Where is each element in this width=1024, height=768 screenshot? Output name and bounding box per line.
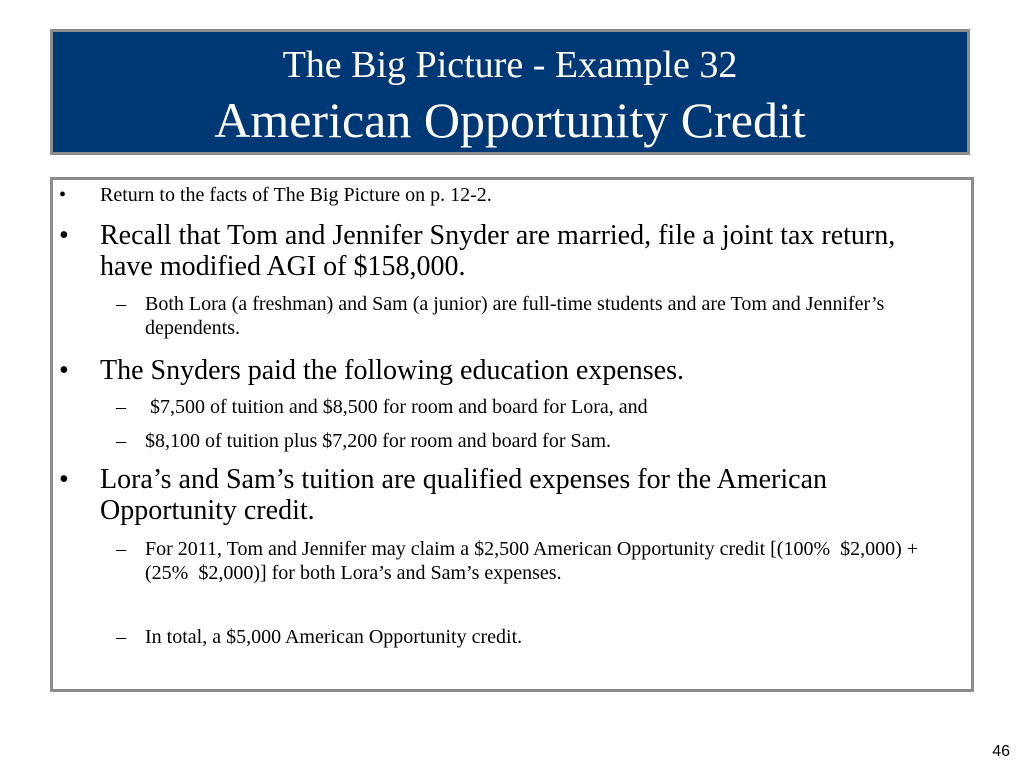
dash-marker: – bbox=[116, 430, 126, 452]
bullet-text: Recall that Tom and Jennifer Snyder are married, file a joint tax return, have modified AGI of $158,000. bbox=[100, 220, 896, 282]
bullet-item bbox=[59, 464, 939, 526]
dash-marker: – bbox=[116, 293, 126, 315]
bullet-text: Lora’s and Sam’s tuition are qualified expenses for the American Opportunity credit. bbox=[100, 464, 828, 526]
bullet-item bbox=[59, 220, 939, 282]
dash-marker: – bbox=[116, 538, 126, 560]
dash-marker: – bbox=[116, 626, 126, 648]
bullet-marker: • bbox=[59, 355, 69, 386]
sub-bullet-item bbox=[116, 395, 966, 419]
slide-subtitle: American Opportunity Credit bbox=[214, 92, 806, 148]
bullet-marker: • bbox=[59, 220, 69, 251]
dash-marker: – bbox=[116, 396, 126, 418]
slide-title: The Big Picture - Example 32 bbox=[282, 44, 738, 86]
bullet-text: The Snyders paid the following education expenses. bbox=[100, 355, 684, 386]
sub-bullet-item bbox=[116, 429, 966, 453]
sub-bullet-item bbox=[116, 625, 966, 649]
bullet-item bbox=[59, 355, 939, 386]
sub-bullet-item bbox=[116, 537, 966, 585]
page-number: 46 bbox=[992, 743, 1010, 760]
bullet-text: Return to the facts of The Big Picture on p. 12-2. bbox=[100, 184, 492, 206]
bullet-marker: • bbox=[59, 184, 67, 206]
slide-title-banner bbox=[50, 29, 970, 155]
sub-bullet-text: $7,500 of tuition and $8,500 for room and board for Lora, and bbox=[145, 396, 648, 418]
bullet-item bbox=[59, 183, 939, 207]
bullet-marker: • bbox=[59, 464, 69, 495]
sub-bullet-text: In total, a $5,000 American Opportunity credit. bbox=[145, 626, 523, 648]
sub-bullet-text: $8,100 of tuition plus $7,200 for room and board for Sam. bbox=[145, 430, 612, 452]
sub-bullet-text: Both Lora (a freshman) and Sam (a junior) are full-time students and are Tom and Jennifer’s dependents. bbox=[145, 293, 885, 339]
sub-bullet-text: For 2011, Tom and Jennifer may claim a $2,500 American Opportunity credit [(100% $2,000) + (25% $2,000)] for both Lora’s and Sam’s expenses. bbox=[145, 538, 924, 584]
sub-bullet-item bbox=[116, 292, 966, 340]
